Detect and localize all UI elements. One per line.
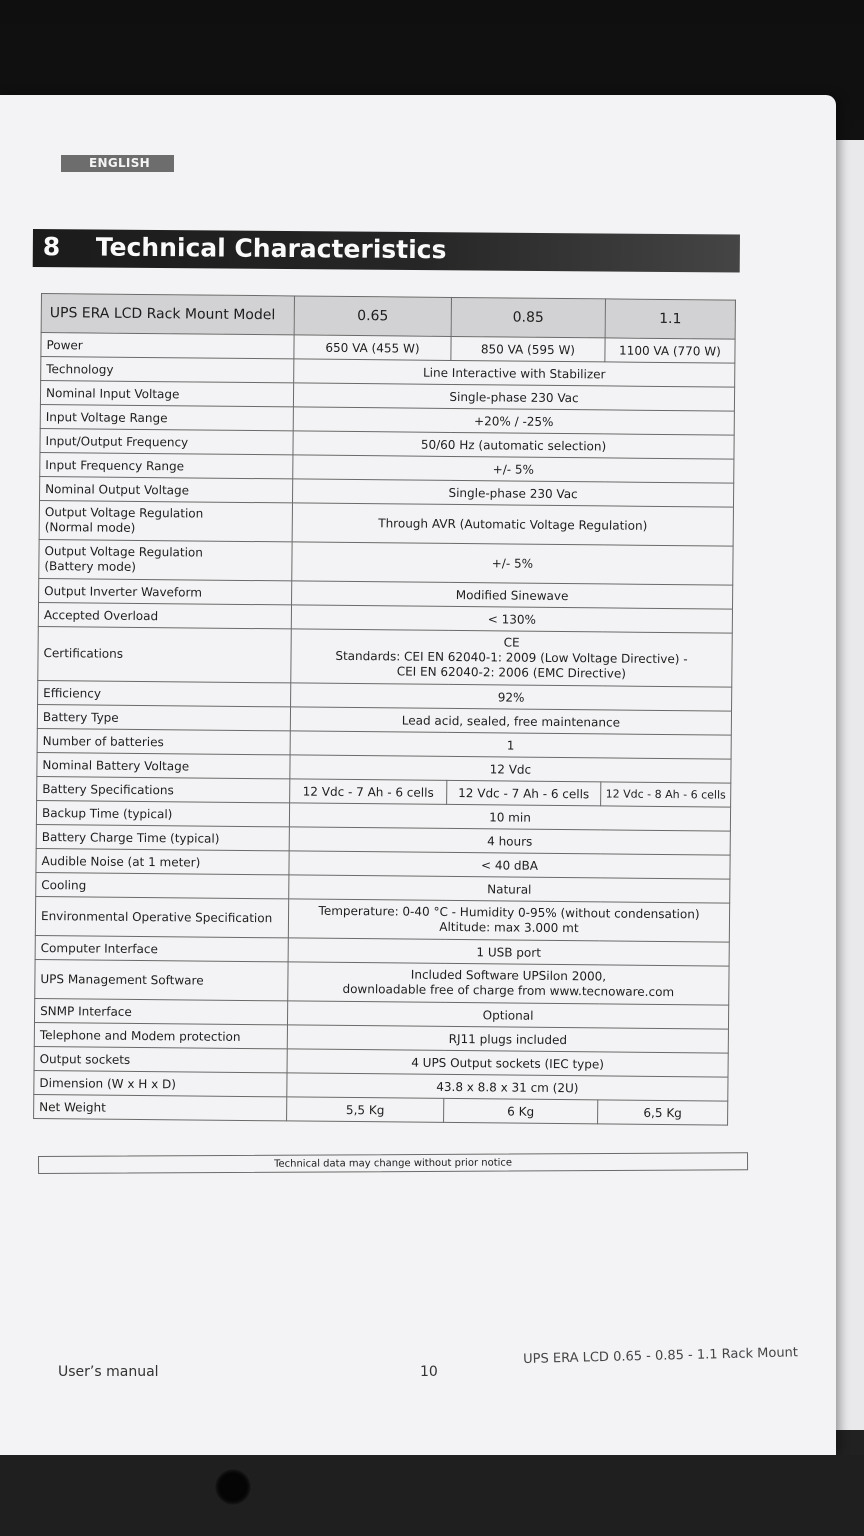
- row-value: +/- 5%: [293, 455, 734, 483]
- row-value: Natural: [289, 875, 730, 903]
- row-value: 850 VA (595 W): [451, 336, 605, 361]
- row-label: Environmental Operative Specification: [35, 896, 288, 937]
- disclaimer-notice: Technical data may change without prior notice: [38, 1152, 748, 1174]
- row-label: Technology: [41, 357, 294, 383]
- row-value: 6,5 Kg: [598, 1100, 728, 1125]
- row-value: 1: [290, 731, 731, 759]
- row-label: Nominal Battery Voltage: [37, 752, 290, 778]
- table-row: [35, 896, 729, 942]
- row-value-line: Included Software UPSilon 2000,: [410, 967, 607, 984]
- table-header-row: [41, 294, 735, 340]
- row-label: Accepted Overload: [38, 602, 291, 628]
- row-value: 43.8 x 8.8 x 31 cm (2U): [287, 1073, 728, 1101]
- row-label: Battery Specifications: [37, 776, 290, 802]
- row-value: 12 Vdc - 7 Ah - 6 cells: [290, 779, 447, 805]
- row-label: Certifications: [38, 626, 292, 682]
- model-header-1-1: 1.1: [605, 299, 735, 339]
- row-value-line: CE: [503, 635, 520, 650]
- binder-fastener: [214, 1468, 252, 1506]
- model-header-0-65: 0.65: [294, 296, 451, 337]
- section-title: Technical Characteristics: [95, 232, 447, 265]
- footer-product-label: UPS ERA LCD 0.65 - 0.85 - 1.1 Rack Mount: [523, 1345, 799, 1367]
- row-label: Output sockets: [34, 1046, 287, 1072]
- section-title-bar: [33, 229, 740, 273]
- row-value-line: Standards: CEI EN 62040-1: 2009 (Low Voltage Directive) -: [335, 648, 688, 667]
- row-label-line: Output Voltage Regulation: [44, 544, 203, 560]
- row-value: < 130%: [291, 605, 732, 633]
- spec-table: [33, 293, 736, 1126]
- model-header-label: UPS ERA LCD Rack Mount Model: [41, 294, 294, 335]
- row-value: 1 USB port: [288, 938, 729, 966]
- row-value: 12 Vdc: [290, 755, 731, 783]
- row-value: 6 Kg: [444, 1098, 598, 1123]
- row-label: Input/Output Frequency: [40, 428, 293, 454]
- row-label-line: (Normal mode): [44, 520, 136, 535]
- row-value: [291, 629, 732, 687]
- row-label-line: (Battery mode): [44, 559, 137, 574]
- row-label: Battery Type: [37, 704, 290, 730]
- row-label: [39, 539, 292, 580]
- row-value: RJ11 plugs included: [287, 1025, 728, 1053]
- row-label: Telephone and Modem protection: [34, 1022, 287, 1048]
- row-label: Backup Time (typical): [36, 800, 289, 826]
- row-label: Nominal Input Voltage: [40, 381, 293, 407]
- row-value: 92%: [291, 683, 732, 711]
- language-tag: ENGLISH: [61, 155, 174, 172]
- row-label: Output Inverter Waveform: [39, 578, 292, 604]
- row-label: Computer Interface: [35, 935, 288, 961]
- table-row: [35, 959, 729, 1005]
- row-value: 12 Vdc - 8 Ah - 6 cells: [601, 782, 731, 807]
- row-value: [288, 962, 729, 1005]
- row-label: [39, 500, 292, 541]
- row-label: Input Frequency Range: [40, 452, 293, 478]
- table-row: [38, 626, 732, 687]
- footer-manual-label: User’s manual: [58, 1364, 159, 1380]
- row-value: 50/60 Hz (automatic selection): [293, 431, 734, 459]
- row-label: Net Weight: [34, 1094, 287, 1120]
- row-label: Audible Noise (at 1 meter): [36, 848, 289, 874]
- row-value: Modified Sinewave: [292, 581, 733, 609]
- row-label: Power: [41, 333, 294, 359]
- row-value: 1100 VA (770 W): [605, 338, 735, 363]
- row-value: 4 hours: [289, 827, 730, 855]
- row-value: [288, 899, 729, 942]
- model-header-0-85: 0.85: [451, 297, 605, 337]
- row-label-line: Output Voltage Regulation: [44, 505, 204, 521]
- page-number: 10: [420, 1364, 438, 1380]
- binder-edge: [0, 1455, 864, 1536]
- table-row: [39, 500, 733, 546]
- row-value: Optional: [287, 1001, 728, 1029]
- row-value: 650 VA (455 W): [294, 335, 451, 361]
- row-value: Single-phase 230 Vac: [292, 479, 733, 507]
- row-value: 4 UPS Output sockets (IEC type): [287, 1049, 728, 1077]
- row-label: Battery Charge Time (typical): [36, 824, 289, 850]
- table-row: [39, 539, 733, 585]
- row-label: UPS Management Software: [35, 959, 288, 1000]
- row-value: Line Interactive with Stabilizer: [294, 359, 735, 387]
- row-value-line: CEI EN 62040-2: 2006 (EMC Directive): [396, 664, 627, 681]
- row-value: +/- 5%: [292, 542, 733, 585]
- row-label: Efficiency: [38, 680, 291, 706]
- row-value: +20% / -25%: [293, 407, 734, 435]
- section-number: 8: [42, 232, 61, 262]
- row-value-line: downloadable free of charge from www.tecnoware.com: [342, 981, 675, 1000]
- row-value: 10 min: [289, 803, 730, 831]
- row-value-line: Altitude: max 3.000 mt: [439, 919, 579, 936]
- row-label: Input Voltage Range: [40, 404, 293, 430]
- row-label: Cooling: [36, 872, 289, 898]
- row-value: Single-phase 230 Vac: [293, 383, 734, 411]
- row-value: Lead acid, sealed, free maintenance: [290, 707, 731, 735]
- row-label: Dimension (W x H x D): [34, 1070, 287, 1096]
- row-value: 12 Vdc - 7 Ah - 6 cells: [447, 780, 601, 805]
- row-label: SNMP Interface: [34, 998, 287, 1024]
- row-value: Through AVR (Automatic Voltage Regulation): [292, 503, 733, 546]
- row-value: < 40 dBA: [289, 851, 730, 879]
- row-value: 5,5 Kg: [287, 1097, 444, 1123]
- row-label: Number of batteries: [37, 728, 290, 754]
- row-value-line: Temperature: 0-40 °C - Humidity 0-95% (without condensation): [318, 903, 700, 922]
- row-label: Nominal Output Voltage: [40, 476, 293, 502]
